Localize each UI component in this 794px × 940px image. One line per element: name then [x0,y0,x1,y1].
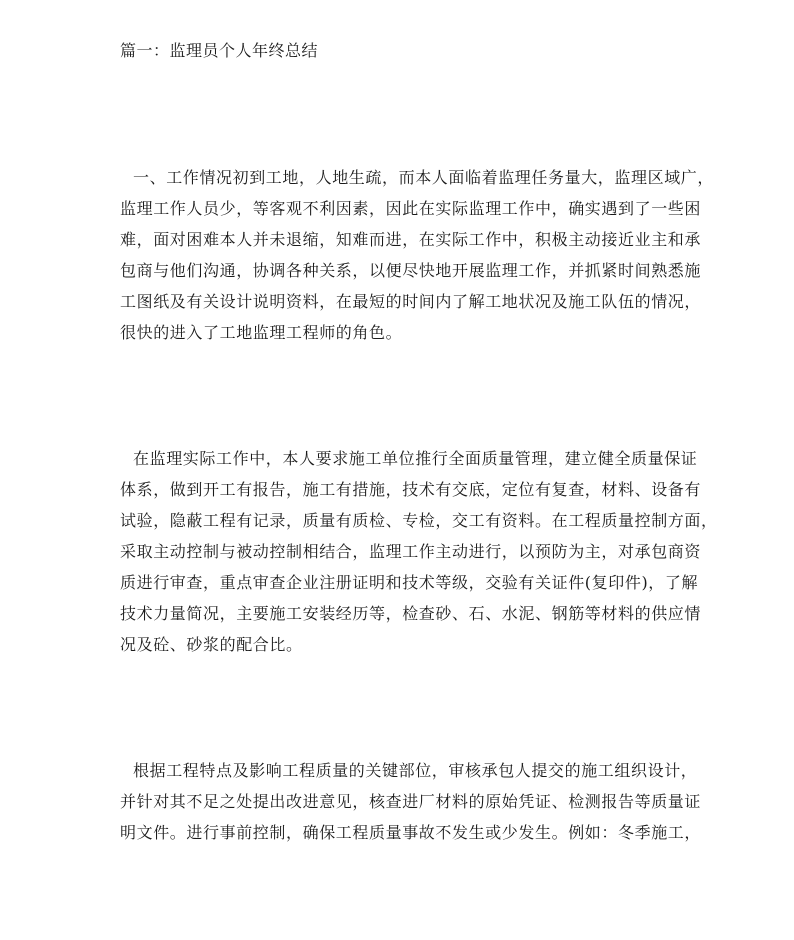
paragraph-line: 试验，隐蔽工程有记录，质量有质检、专检，交工有资料。在工程质量控制方面， [120,511,718,530]
paragraph-line: 很快的进入了工地监理工程师的角色。 [120,323,403,342]
paragraph-line: 工图纸及有关设计说明资料，在最短的时间内了解工地状况及施工队伍的情况， [120,292,702,311]
paragraph-line: 体系，做到开工有报告，施工有措施，技术有交底，定位有复查，材料、设备有 [120,480,702,499]
paragraph-key-parts-review [120,755,702,848]
paragraph-line: 采取主动控制与被动控制相结合，监理工作主动进行，以预防为主，对承包商资 [120,542,702,561]
paragraph-quality-management [120,443,718,660]
paragraph-line: 包商与他们沟通，协调各种关系，以便尽快地开展监理工作，并抓紧时间熟悉施 [120,261,702,280]
paragraph-line: 根据工程特点及影响工程质量的关键部位，审核承包人提交的施工组织设计， [133,761,698,780]
paragraph-line: 难，面对困难本人并未退缩，知难而进，在实际工作中，积极主动接近业主和承 [120,230,702,249]
document-title: 篇一：监理员个人年终总结 [120,41,319,60]
paragraph-work-situation [120,162,715,348]
paragraph-line: 在监理实际工作中，本人要求施工单位推行全面质量管理，建立健全质量保证 [133,449,698,468]
paragraph-line: 监理工作人员少，等客观不利因素，因此在实际监理工作中，确实遇到了一些困 [120,199,702,218]
paragraph-line: 质进行审查，重点审查企业注册证明和技术等级，交验有关证件(复印件)，了解 [120,573,699,592]
paragraph-line: 技术力量简况，主要施工安装经历等，检查砂、石、水泥、钢筋等材料的供应情 [120,604,702,623]
paragraph-line: 况及砼、砂浆的配合比。 [120,635,303,654]
paragraph-line: 并针对其不足之处提出改进意见，核查进厂材料的原始凭证、检测报告等质量证 [120,792,702,811]
paragraph-line: 明文件。进行事前控制，确保工程质量事故不发生或少发生。例如：冬季施工， [120,823,702,842]
paragraph-line: 一、工作情况初到工地，人地生疏，而本人面临着监理任务量大，监理区域广， [133,168,715,187]
